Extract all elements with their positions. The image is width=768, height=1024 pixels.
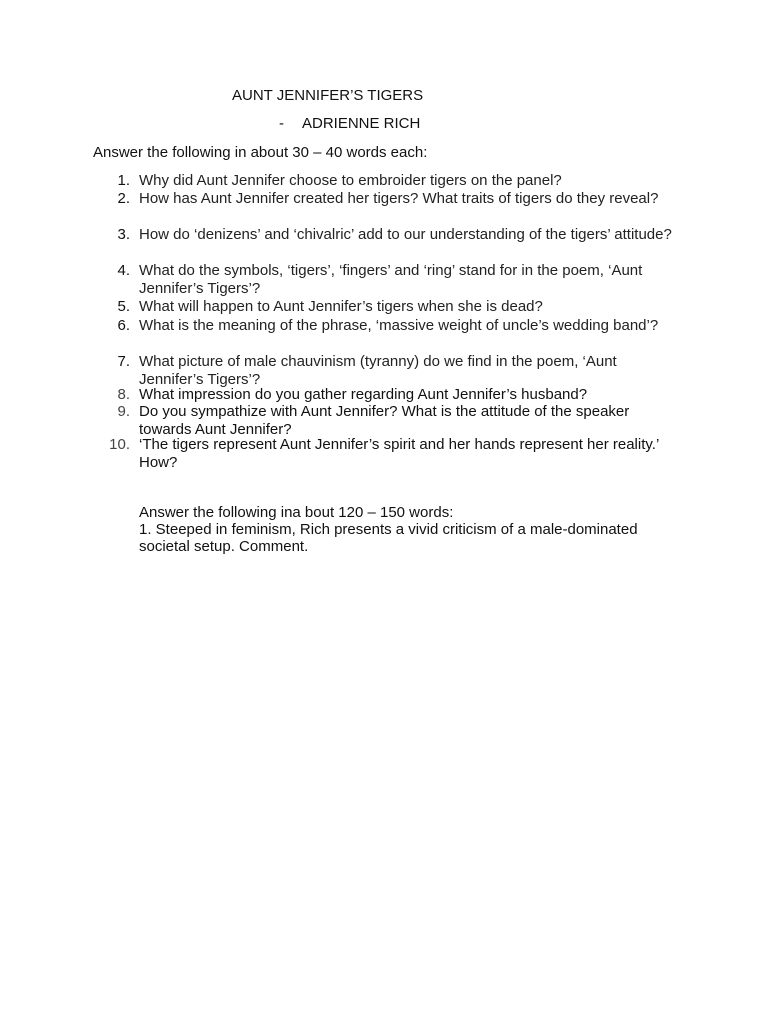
question-text: What will happen to Aunt Jennifer’s tigers when she is dead? [139,298,543,315]
question-number: 4. [117,262,130,279]
question-text: Do you sympathize with Aunt Jennifer? What is the attitude of the speaker towards Aunt Jennifer? [139,403,630,438]
author-dash: - [279,115,284,132]
question-number: 2. [117,190,130,207]
short-answer-instruction: Answer the following in about 30 – 40 words each: [93,144,428,161]
question-text: What picture of male chauvinism (tyranny) do we find in the poem, ‘Aunt Jennifer’s Tigers’? [139,353,617,388]
question-number: 3. [117,226,130,243]
long-answer-question: 1. Steeped in feminism, Rich presents a vivid criticism of a male-dominated societal setup. Comment. [139,521,638,555]
question-text: Why did Aunt Jennifer choose to embroider tigers on the panel? [139,172,562,189]
question-number: 10. [109,436,130,453]
question-number: 9. [117,403,130,420]
question-text: How do ‘denizens’ and ‘chivalric’ add to our understanding of the tigers’ attitude? [139,226,672,243]
question-number: 1. [117,172,130,189]
question-number: 5. [117,298,130,315]
question-text: What is the meaning of the phrase, ‘massive weight of uncle’s wedding band’? [139,317,659,334]
document-title: AUNT JENNIFER’S TIGERS [232,87,424,104]
question-number: 8. [117,386,130,403]
question-number: 7. [117,353,130,370]
question-number: 6. [117,317,130,334]
author-name: ADRIENNE RICH [302,115,421,132]
question-text: What do the symbols, ‘tigers’, ‘fingers’ and ‘ring’ stand for in the poem, ‘Aunt Jennifer’s Tigers’? [139,262,643,297]
long-answer-instruction: Answer the following ina bout 120 – 150 words: [139,504,454,521]
question-text: How has Aunt Jennifer created her tigers? What traits of tigers do they reveal? [139,190,659,207]
question-text: ‘The tigers represent Aunt Jennifer’s spirit and her hands represent her reality.’ How? [139,436,659,471]
question-text: What impression do you gather regarding Aunt Jennifer’s husband? [139,386,588,403]
